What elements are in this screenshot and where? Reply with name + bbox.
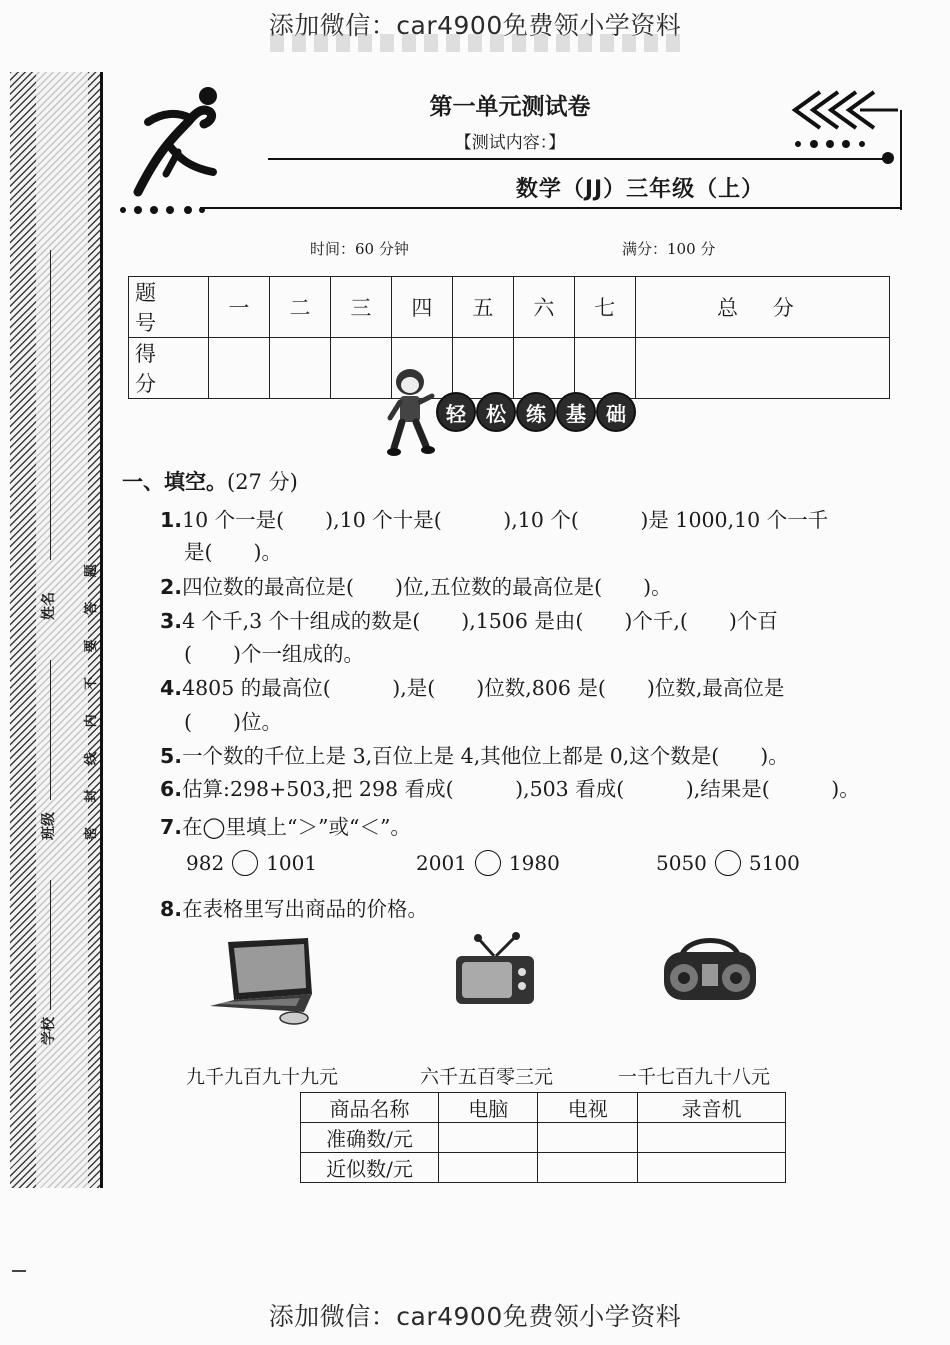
row-label-approx: 近似数/元: [301, 1153, 439, 1183]
header-computer: 电脑: [439, 1093, 538, 1123]
comparison-2-right: 1980: [508, 851, 560, 875]
boy-figure-icon: [386, 366, 438, 458]
section-title: [122, 466, 298, 496]
comparison-1-circle[interactable]: [232, 850, 258, 876]
q1-number: 1.: [160, 508, 183, 532]
exact-recorder-cell[interactable]: [637, 1123, 785, 1153]
q8-text: 在表格里写出商品的价格。: [182, 897, 429, 921]
grade-subject: 数学（JJ）三年级（上）: [515, 177, 765, 202]
col-7: 七: [574, 277, 635, 338]
q4-number: 4.: [160, 676, 183, 700]
banner-char-4: 基: [556, 392, 596, 432]
tv-price: 六千五百零三元: [420, 1066, 554, 1088]
score-table-row-scores: [129, 338, 890, 399]
q3-text: 4 个千,3 个十组成的数是( ),1506 是由( )个千,( )个百: [182, 609, 778, 633]
col-4: 四: [391, 277, 452, 338]
radio-recorder-icon: [660, 934, 760, 1006]
dots-decoration-icon: [118, 204, 208, 216]
exam-title: 第一单元测试卷: [429, 94, 591, 120]
name-label: 姓名: [41, 592, 57, 620]
score-cell-2[interactable]: [269, 338, 330, 399]
header-tv: 电视: [538, 1093, 637, 1123]
question-7: [160, 810, 411, 840]
q8-number: 8.: [160, 897, 183, 921]
q6-number: 6.: [160, 777, 183, 801]
section-points: (27 分): [227, 470, 298, 494]
price-table: [300, 1092, 786, 1183]
comparison-3-right: 5100: [748, 851, 800, 875]
exact-tv-cell[interactable]: [538, 1123, 637, 1153]
q2-number: 2.: [160, 575, 183, 599]
row-label-exact: 准确数/元: [301, 1123, 439, 1153]
comparison-2-circle[interactable]: [475, 850, 501, 876]
question-4-cont: ( )位。: [184, 710, 282, 734]
name-fill-line: [50, 250, 51, 560]
watermark-bottom: 添加微信：car4900免费领小学资料: [268, 1302, 682, 1331]
q2-text: 四位数的最高位是( )位,五位数的最高位是( )。: [182, 575, 672, 599]
price-table-row-approx: [301, 1153, 786, 1183]
question-5: [160, 739, 789, 769]
laptop-icon: [204, 936, 316, 1028]
price-table-header: [301, 1093, 786, 1123]
comparison-1-left: 982: [186, 851, 225, 875]
seal-line-text: 密 封 线 内 不 要 答 题: [84, 554, 99, 840]
col-5: 五: [452, 277, 513, 338]
radio-price: 一千七百九十八元: [618, 1066, 771, 1088]
header-item-name: 商品名称: [301, 1093, 439, 1123]
faint-scan-line: [270, 34, 680, 52]
banner-char-5: 础: [596, 392, 636, 432]
tv-icon: [450, 932, 540, 1012]
binding-edge-line: [100, 72, 103, 1188]
header-recorder: 录音机: [637, 1093, 785, 1123]
scan-mark: [12, 1270, 26, 1272]
comparison-3-left: 5050: [656, 851, 707, 875]
q6-text: 估算:298+503,把 298 看成( ),503 看成( ),结果是( )。: [182, 777, 860, 801]
class-fill-line: [50, 660, 51, 800]
watermark-top: 添加微信：car4900免费领小学资料: [268, 11, 682, 40]
comparison-3-circle[interactable]: [715, 850, 741, 876]
price-table-row-exact: [301, 1123, 786, 1153]
q7-number: 7.: [160, 815, 183, 839]
score-table-row-numbers: [129, 277, 890, 338]
score-cell-total[interactable]: [635, 338, 889, 399]
school-fill-line: [50, 880, 51, 1010]
comparison-1: [186, 850, 317, 876]
banner-char-2: 松: [476, 392, 516, 432]
row-label-number: 题 号: [129, 277, 209, 338]
score-cell-5[interactable]: [452, 338, 513, 399]
score-cell-7[interactable]: [574, 338, 635, 399]
q4-text: 4805 的最高位( ),是( )位数,806 是( )位数,最高位是: [182, 676, 785, 700]
question-3: [160, 604, 778, 634]
banner-char-3: 练: [516, 392, 556, 432]
exact-computer-cell[interactable]: [439, 1123, 538, 1153]
school-label: 学校: [41, 1017, 57, 1045]
q5-text: 一个数的千位上是 3,百位上是 4,其他位上都是 0,这个数是( )。: [182, 744, 789, 768]
section-title-text: 一、填空。: [122, 470, 227, 494]
score-table: [128, 276, 890, 399]
question-1: [160, 503, 828, 533]
banner-char-1: 轻: [436, 392, 476, 432]
score-cell-6[interactable]: [513, 338, 574, 399]
col-1: 一: [209, 277, 270, 338]
approx-tv-cell[interactable]: [538, 1153, 637, 1183]
q1-text: 10 个一是( ),10 个十是( ),10 个( )是 1000,10 个一千: [182, 508, 829, 532]
comparison-2-left: 2001: [416, 851, 467, 875]
comparison-1-right: 1001: [266, 851, 318, 875]
q7-text: 在◯里填上“＞”或“＜”。: [182, 815, 411, 839]
full-score: 满分：100 分: [622, 240, 716, 258]
approx-computer-cell[interactable]: [439, 1153, 538, 1183]
comparison-2: [416, 850, 560, 876]
class-label: 班级: [41, 812, 57, 840]
question-8: [160, 892, 428, 922]
score-cell-3[interactable]: [330, 338, 391, 399]
row-label-score: 得 分: [129, 338, 209, 399]
arrows-decoration-icon: [790, 82, 900, 172]
question-6: [160, 772, 860, 802]
question-4: [160, 671, 784, 701]
col-2: 二: [269, 277, 330, 338]
exam-time: 时间：60 分钟: [310, 240, 409, 258]
col-3: 三: [330, 277, 391, 338]
exam-subtitle: 【测试内容：】: [454, 133, 566, 153]
q3-number: 3.: [160, 609, 183, 633]
runner-logo-icon: [118, 82, 228, 202]
comparison-3: [656, 850, 800, 876]
q5-number: 5.: [160, 744, 183, 768]
col-6: 六: [513, 277, 574, 338]
col-total: 总 分: [635, 277, 889, 338]
question-2: [160, 570, 672, 600]
score-cell-1[interactable]: [209, 338, 270, 399]
laptop-price: 九千九百九十九元: [186, 1066, 339, 1088]
question-1-cont: 是( )。: [184, 540, 282, 564]
header-rule-bottom: [200, 207, 902, 209]
approx-recorder-cell[interactable]: [637, 1153, 785, 1183]
header-rule-right: [900, 110, 902, 210]
question-3-cont: ( )个一组成的。: [184, 642, 364, 666]
